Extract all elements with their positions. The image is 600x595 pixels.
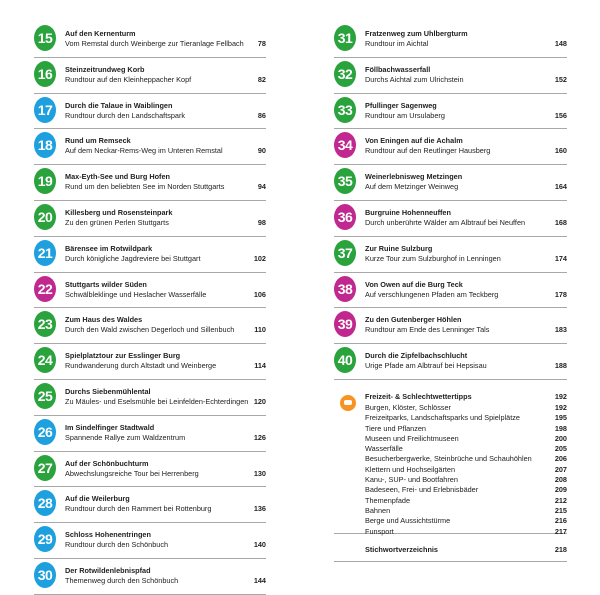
freizeit-item-label: Klettern und Hochseilgärten [365, 464, 456, 474]
freizeit-item-label: Burgen, Klöster, Schlösser [365, 402, 451, 412]
page-number: 130 [253, 468, 266, 478]
page-number: 148 [554, 39, 567, 48]
freizeit-item[interactable] [365, 485, 567, 495]
toc-entry[interactable] [34, 344, 266, 380]
freizeit-section[interactable] [334, 388, 567, 534]
tour-title: Durchs Siebenmühlental [65, 386, 151, 396]
page-number: 136 [253, 504, 266, 514]
tour-number-badge: 33 [334, 97, 356, 123]
toc-entry[interactable] [34, 308, 266, 344]
freizeit-item-label: Wasserfälle [365, 444, 403, 454]
toc-entry[interactable] [34, 559, 266, 595]
page-number: 164 [554, 182, 567, 192]
toc-entry[interactable] [34, 94, 266, 130]
freizeit-item[interactable] [365, 475, 567, 485]
page-number: 144 [253, 575, 266, 585]
tour-title: Killesberg und Rosensteinpark [65, 207, 173, 217]
freizeit-item-page: 207 [554, 464, 567, 474]
toc-entry[interactable] [34, 237, 266, 273]
toc-entry[interactable] [334, 165, 567, 201]
sun-cloud-icon [334, 390, 356, 416]
tour-subtitle: Durch unberührte Wälder am Albtrauf bei Neuffen [365, 217, 526, 227]
freizeit-title-page: 192 [554, 391, 567, 401]
tour-subtitle: Auf verschlungenen Pfaden am Teckberg [365, 289, 499, 299]
tour-number-badge: 37 [334, 240, 356, 266]
tour-subtitle: Rundtour auf den Reutlinger Hausberg [365, 146, 491, 156]
toc-entry[interactable] [34, 380, 266, 416]
tour-title: Auf der Schönbuchturm [65, 458, 149, 468]
tour-number-badge: 35 [334, 168, 356, 194]
tour-subtitle: Vom Remstal durch Weinberge zur Tieranlage Fellbach [65, 39, 244, 48]
freizeit-item[interactable] [365, 465, 567, 475]
tour-title: Durch die Zipfelbachschlucht [365, 351, 468, 361]
tour-subtitle: Auf dem Metzinger Weinweg [365, 182, 459, 192]
page-number: 94 [257, 182, 266, 192]
toc-entry[interactable] [334, 94, 567, 130]
page-number: 110 [254, 325, 266, 335]
tour-number-badge: 24 [34, 347, 56, 373]
tour-number-badge: 16 [34, 61, 56, 87]
tour-subtitle: Rundtour durch den Rammert bei Rottenburg [65, 504, 212, 514]
tour-subtitle: Auf dem Neckar-Rems-Weg im Unteren Remstal [65, 146, 223, 156]
freizeit-item-label: Freizeitparks, Landschaftsparks und Spielplätze [365, 413, 520, 423]
tour-title: Von Eningen auf die Achalm [365, 136, 463, 146]
page-number: 114 [254, 361, 266, 371]
freizeit-item[interactable] [365, 527, 567, 537]
index-label: Stichwortverzeichnis [365, 544, 438, 554]
tour-title: Max-Eyth-See und Burg Hofen [65, 172, 170, 182]
freizeit-item[interactable] [365, 454, 567, 464]
tour-title: Bärensee im Rotwildpark [65, 243, 153, 253]
tour-title: Auf die Weilerburg [65, 494, 130, 504]
toc-entry[interactable] [334, 308, 567, 344]
tour-number-badge: 32 [334, 61, 356, 87]
page-number: 106 [253, 289, 266, 299]
tour-subtitle: Rundtour durch den Schönbuch [65, 540, 169, 550]
tour-title: Schloss Hohenentringen [65, 530, 151, 540]
tour-number-badge: 30 [34, 562, 56, 588]
toc-entry[interactable] [334, 273, 567, 309]
tour-subtitle: Rund um den beliebten See im Norden Stuttgarts [65, 182, 225, 192]
tour-subtitle: Zu den grünen Perlen Stuttgarts [65, 217, 169, 227]
toc-entry[interactable] [34, 416, 266, 452]
tour-subtitle: Durch königliche Jagdreviere bei Stuttgart [65, 253, 201, 263]
tour-subtitle: Spannende Rallye zum Waldzentrum [65, 432, 186, 442]
tour-title: Durch die Talaue in Waiblingen [65, 100, 173, 110]
page-number: 90 [257, 146, 266, 156]
toc-entry[interactable] [34, 452, 266, 488]
toc-entry[interactable] [34, 273, 266, 309]
tour-number-badge: 38 [334, 276, 356, 302]
tour-number-badge: 28 [34, 490, 56, 516]
tour-title: Zu den Gutenberger Höhlen [365, 315, 462, 325]
tour-subtitle: Abwechslungsreiche Tour bei Herrenberg [65, 468, 199, 478]
tour-subtitle: Rundtour auf den Kleinheppacher Kopf [65, 74, 192, 84]
page-number: 174 [554, 253, 567, 263]
page-number: 102 [253, 253, 266, 263]
tour-number-badge: 26 [34, 419, 56, 445]
freizeit-item-label: Berge und Aussichtstürme [365, 516, 451, 526]
tour-subtitle: Schwälbleklinge und Heslacher Wasserfälle [65, 289, 207, 299]
freizeit-item-page: 195 [554, 413, 567, 423]
toc-entry[interactable] [34, 487, 266, 523]
tour-subtitle: Urige Pfade am Albtrauf bei Hepsisau [365, 361, 487, 371]
tour-title: Auf den Kernenturm [65, 29, 136, 38]
tour-number-badge: 40 [334, 347, 356, 373]
freizeit-item-label: Badeseen, Frei- und Erlebnisbäder [365, 485, 479, 495]
tour-subtitle: Durchs Aichtal zum Ulrichstein [365, 74, 464, 84]
freizeit-item-label: Funsport [365, 526, 394, 536]
tour-title: Stuttgarts wilder Süden [65, 279, 147, 289]
page-number: 183 [554, 325, 567, 335]
tour-subtitle: Themenweg durch den Schönbuch [65, 575, 179, 585]
tour-number-badge: 34 [334, 132, 356, 158]
tour-subtitle: Rundtour am Ursulaberg [365, 110, 445, 120]
page-number: 168 [554, 217, 567, 227]
freizeit-item-page: 205 [554, 444, 567, 454]
tour-title: Der Rotwildenlebnispfad [65, 565, 151, 575]
tour-number-badge: 29 [34, 526, 56, 552]
freizeit-item[interactable] [365, 506, 567, 516]
freizeit-item[interactable] [365, 424, 567, 434]
tour-title: Weinerlebnisweg Metzingen [365, 172, 463, 182]
tour-subtitle: Rundwanderung durch Altstadt und Weinberge [65, 361, 217, 371]
index-entry[interactable] [334, 540, 567, 562]
freizeit-item-page: 215 [554, 505, 567, 515]
tour-number-badge: 36 [334, 204, 356, 230]
freizeit-title[interactable] [365, 392, 567, 403]
tour-title: Fratzenweg zum Uhlbergturm [365, 29, 468, 38]
freizeit-item-label: Bahnen [365, 505, 391, 515]
page-number: 86 [257, 110, 266, 120]
tour-subtitle: Zu Mäules- und Eselsmühle bei Leinfelden-Echterdingen [65, 396, 249, 406]
freizeit-item-page: 209 [554, 485, 567, 495]
freizeit-item[interactable] [365, 496, 567, 506]
page-number: 140 [253, 540, 266, 550]
freizeit-item[interactable] [365, 434, 567, 444]
toc-entry[interactable] [34, 201, 266, 237]
tour-number-badge: 18 [34, 132, 56, 158]
tour-number-badge: 17 [34, 97, 56, 123]
freizeit-item-label: Museen und Freilichtmuseen [365, 433, 459, 443]
tour-number-badge: 39 [334, 311, 356, 337]
tour-number-badge: 20 [34, 204, 56, 230]
tour-subtitle: Rundtour im Aichtal [365, 39, 429, 48]
toc-entry[interactable] [34, 22, 266, 58]
tour-subtitle: Kurze Tour zum Sulzburghof in Lenningen [365, 253, 501, 263]
tour-title: Föllbachwasserfall [365, 64, 431, 74]
tour-number-badge: 21 [34, 240, 56, 266]
toc-entry[interactable] [334, 58, 567, 94]
page-number: 160 [554, 146, 567, 156]
freizeit-item-page: 208 [554, 475, 567, 485]
freizeit-item-label: Besucherbergwerke, Steinbrüche und Schauhöhlen [365, 454, 532, 464]
freizeit-item[interactable] [365, 516, 567, 526]
freizeit-item-label: Tiere und Pflanzen [365, 423, 426, 433]
toc-entry[interactable] [334, 22, 567, 58]
tour-subtitle: Durch den Wald zwischen Degerloch und Sillenbuch [65, 325, 235, 335]
freizeit-item-page: 200 [554, 433, 567, 443]
tour-title: Burgruine Hohenneuffen [365, 207, 451, 217]
tour-title: Zum Haus des Waldes [65, 315, 143, 325]
tour-title: Rund um Remseck [65, 136, 131, 146]
freizeit-item-page: 192 [554, 402, 567, 412]
freizeit-item[interactable] [365, 403, 567, 413]
freizeit-item-page: 198 [554, 423, 567, 433]
tour-title: Im Sindelfinger Stadtwald [65, 422, 155, 432]
freizeit-item-label: Kanu-, SUP- und Bootfahren [365, 475, 458, 485]
page-number: 178 [554, 289, 567, 299]
tour-title: Von Owen auf die Burg Teck [365, 279, 463, 289]
tour-title: Spielplatztour zur Esslinger Burg [65, 351, 181, 361]
toc-entry[interactable] [334, 201, 567, 237]
tour-number-badge: 22 [34, 276, 56, 302]
page-number: 188 [554, 361, 567, 371]
freizeit-item-page: 206 [554, 454, 567, 464]
tour-number-badge: 25 [34, 383, 56, 409]
tour-number-badge: 27 [34, 455, 56, 481]
tour-subtitle: Rundtour am Ende des Lenninger Tals [365, 325, 490, 335]
page-number: 156 [554, 110, 567, 120]
toc-entry[interactable] [334, 129, 567, 165]
freizeit-item-page: 216 [554, 516, 567, 526]
page-number: 120 [253, 396, 266, 406]
toc-entry[interactable] [34, 523, 266, 559]
freizeit-item[interactable] [365, 413, 567, 423]
tour-title: Pfullinger Sagenweg [365, 100, 437, 110]
tour-number-badge: 15 [34, 25, 56, 51]
index-page: 218 [554, 544, 567, 554]
toc-entry[interactable] [334, 344, 567, 380]
tour-number-badge: 23 [34, 311, 56, 337]
toc-left-column [34, 22, 266, 595]
freizeit-item-page: 217 [554, 526, 567, 536]
page-number: 98 [257, 217, 266, 227]
tour-number-badge: 19 [34, 168, 56, 194]
tour-title: Zur Ruine Sulzburg [365, 243, 433, 253]
toc-entry[interactable] [34, 165, 266, 201]
tour-number-badge: 31 [334, 25, 356, 51]
tour-title: Steinzeitrundweg Korb [65, 64, 145, 74]
page-number: 82 [257, 74, 266, 84]
tour-subtitle: Rundtour durch den Landschaftspark [65, 110, 186, 120]
page-number: 126 [253, 432, 266, 442]
freizeit-item[interactable] [365, 444, 567, 454]
toc-entry[interactable] [334, 237, 567, 273]
toc-entry[interactable] [34, 58, 266, 94]
page-number: 152 [554, 74, 567, 84]
freizeit-item-label: Themenpfade [365, 495, 411, 505]
freizeit-title-label: Freizeit- & Schlechtwettertipps [365, 391, 472, 401]
toc-entry[interactable] [34, 129, 266, 165]
freizeit-item-page: 212 [554, 495, 567, 505]
page-number: 78 [257, 39, 266, 48]
toc-right-column [334, 22, 567, 562]
